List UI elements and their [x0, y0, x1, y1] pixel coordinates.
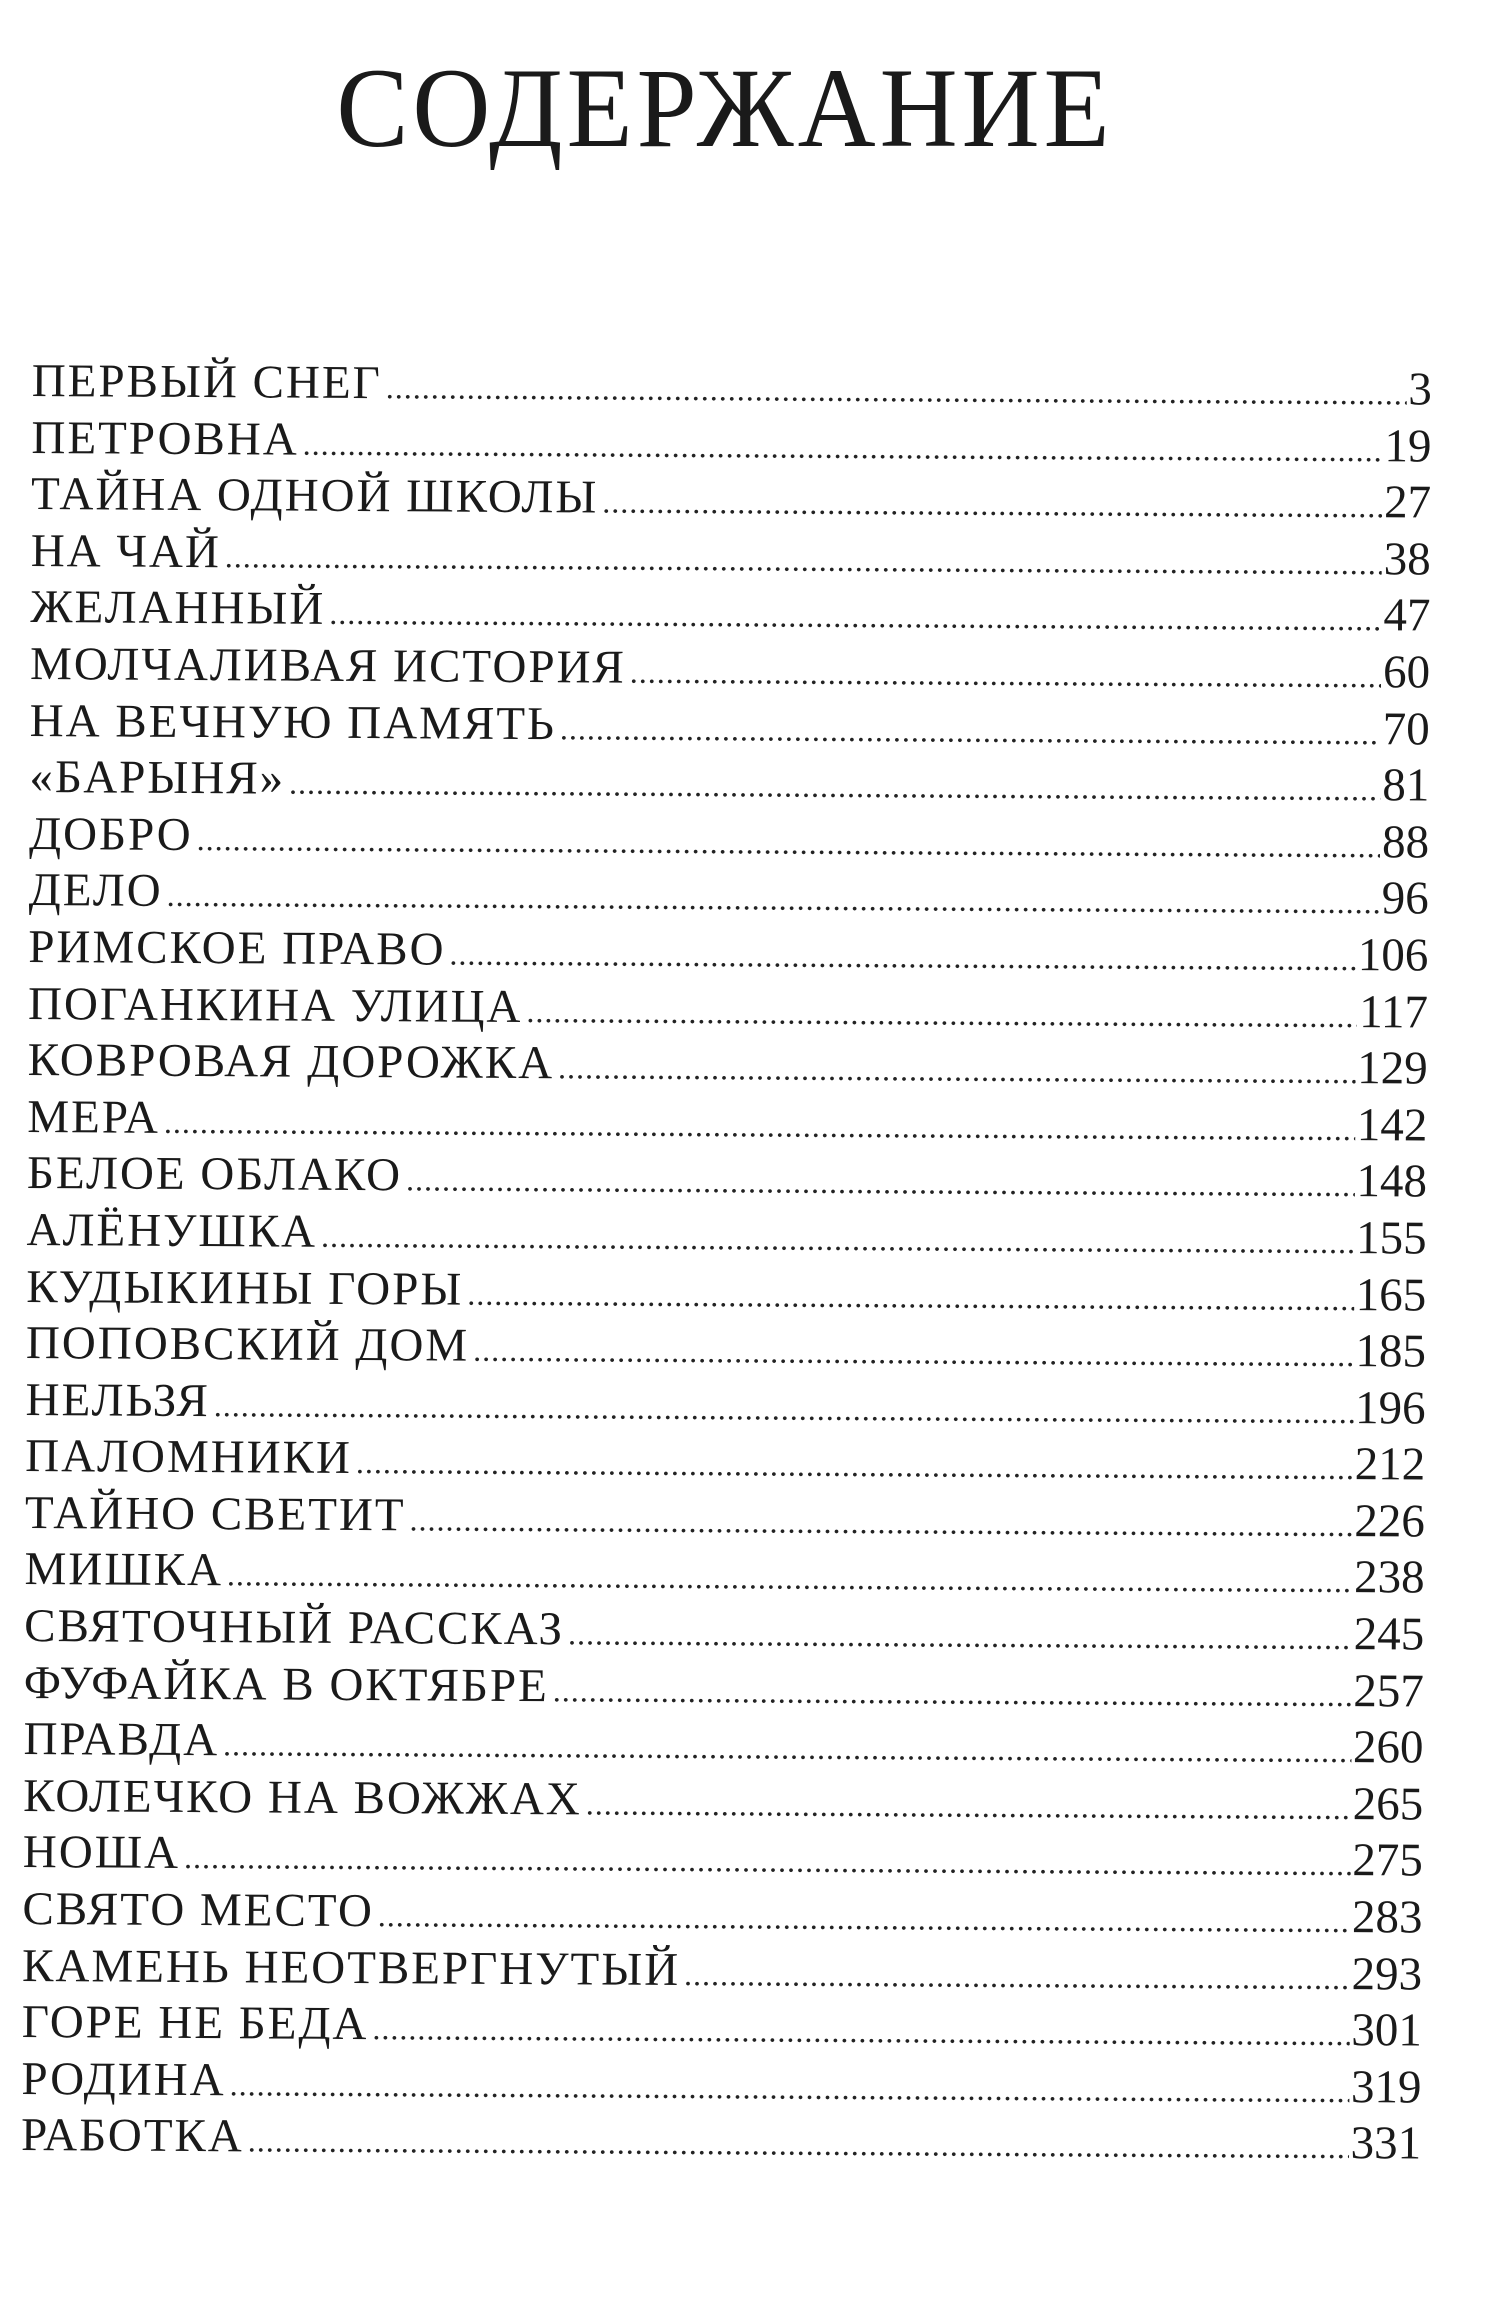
- toc-entry-page-number: 96: [1381, 872, 1429, 925]
- toc-entry: [21, 2108, 1421, 2173]
- dot-leader: [303, 425, 1383, 469]
- toc-entry-page-number: 212: [1354, 1438, 1426, 1491]
- toc-entry: [25, 1486, 1425, 1551]
- toc-entry-page-number: 81: [1382, 759, 1430, 812]
- dot-leader: [553, 1672, 1352, 1714]
- toc-entry-page-number: 165: [1355, 1268, 1427, 1322]
- toc-entry: [26, 1259, 1426, 1324]
- dot-leader: [248, 2123, 1349, 2167]
- dot-leader: [356, 1444, 1353, 1487]
- toc-entry-title: НА ВЕЧНУЮ ПАМЯТЬ: [29, 694, 557, 750]
- toc-entry: [26, 1316, 1426, 1381]
- toc-entry: [29, 807, 1429, 872]
- dot-leader: [230, 2066, 1350, 2110]
- dot-leader: [602, 484, 1382, 526]
- dot-leader: [321, 1218, 1354, 1261]
- toc-entry-page-number: 117: [1359, 985, 1429, 1039]
- toc-entry: [21, 2052, 1421, 2117]
- toc-entry-page-number: 185: [1355, 1325, 1427, 1378]
- toc-entry: [30, 694, 1430, 759]
- toc-entry-page-number: 257: [1353, 1664, 1425, 1718]
- dot-leader: [197, 821, 1381, 865]
- dot-leader: [467, 1275, 1354, 1317]
- dot-leader: [473, 1332, 1353, 1374]
- toc-entry: [29, 863, 1429, 928]
- toc-entry-title: НА ЧАЙ: [30, 524, 222, 578]
- toc-entry-page-number: 226: [1354, 1494, 1426, 1548]
- dot-leader: [289, 765, 1380, 809]
- toc-entry: [31, 524, 1431, 589]
- toc-entry: [27, 1090, 1427, 1155]
- toc-entry: [27, 1146, 1427, 1211]
- toc-entry-page-number: 293: [1351, 1947, 1423, 2001]
- toc-entry: [25, 1429, 1425, 1494]
- toc-entry-page-number: 155: [1355, 1212, 1427, 1265]
- toc-entry: [25, 1373, 1425, 1438]
- toc-entry-page-number: 3: [1408, 363, 1432, 416]
- toc-entry-title: ГОРЕ НЕ БЕДА: [21, 1996, 369, 2051]
- toc-entry-title: КОВРОВАЯ ДОРОЖКА: [27, 1034, 555, 1090]
- toc-entry: [29, 750, 1429, 815]
- dot-leader: [227, 1557, 1352, 1601]
- toc-list: [21, 354, 1432, 2174]
- toc-entry-page-number: 129: [1357, 1042, 1428, 1095]
- dot-leader: [184, 1839, 1350, 1883]
- toc-entry-page-number: 27: [1383, 476, 1432, 529]
- toc-entry-title: КУДЫКИНЫ ГОРЫ: [26, 1260, 464, 1316]
- toc-entry-page-number: 331: [1350, 2117, 1422, 2170]
- toc-entry-title: ТАЙНА ОДНОЙ ШКОЛЫ: [30, 468, 599, 524]
- toc-entry: [23, 1769, 1423, 1834]
- dot-leader: [630, 654, 1381, 696]
- toc-entry-page-number: 60: [1382, 646, 1431, 699]
- toc-entry-title: ПОГАНКИНА УЛИЦА: [27, 977, 523, 1033]
- dot-leader: [164, 1104, 1355, 1148]
- page-title: СОДЕРЖАНИЕ: [336, 46, 1114, 171]
- toc-entry-page-number: 196: [1354, 1381, 1426, 1435]
- toc-entry-page-number: 245: [1353, 1608, 1425, 1661]
- toc-entry: [23, 1825, 1423, 1890]
- toc-entry: [31, 411, 1431, 476]
- toc-entry: [24, 1542, 1424, 1607]
- dot-leader: [560, 710, 1381, 752]
- dot-leader: [586, 1785, 1351, 1827]
- toc-entry: [31, 467, 1431, 532]
- dot-leader: [526, 993, 1357, 1035]
- dot-leader: [406, 1162, 1355, 1205]
- toc-entry-title: ТАЙНО СВЕТИТ: [24, 1486, 406, 1542]
- toc-entry-page-number: 260: [1352, 1721, 1424, 1774]
- dot-leader: [378, 1897, 1350, 1940]
- toc-entry-page-number: 275: [1352, 1834, 1423, 1887]
- dot-leader: [558, 1049, 1355, 1091]
- toc-entry-page-number: 70: [1382, 702, 1430, 756]
- toc-entry-title: СВЯТОЧНЫЙ РАССКАЗ: [24, 1600, 565, 1656]
- toc-entry-page-number: 19: [1384, 419, 1432, 473]
- toc-entry-title: РОДИНА: [21, 2052, 226, 2107]
- toc-entry: [22, 1882, 1422, 1947]
- toc-entry-page-number: 238: [1353, 1551, 1425, 1604]
- toc-entry-page-number: 88: [1381, 816, 1430, 869]
- toc-entry-title: ПЕТРОВНА: [31, 411, 299, 466]
- toc-entry: [28, 920, 1428, 985]
- toc-entry: [30, 637, 1430, 702]
- toc-entry-page-number: 148: [1356, 1155, 1428, 1208]
- toc-entry-page-number: 319: [1350, 2060, 1422, 2114]
- toc-entry: [24, 1656, 1424, 1721]
- toc-entry-title: ЖЕЛАННЫЙ: [30, 581, 326, 636]
- toc-entry-page-number: 265: [1352, 1777, 1424, 1831]
- toc-entry: [22, 1939, 1422, 2004]
- toc-entry: [28, 977, 1428, 1042]
- toc-entry-title: НЕЛЬЗЯ: [25, 1373, 210, 1427]
- toc-entry: [30, 580, 1430, 645]
- toc-entry-title: КАМЕНЬ НЕОТВЕРГНУТЫЙ: [21, 1939, 681, 1996]
- toc-entry-title: ПАЛОМНИКИ: [25, 1430, 353, 1485]
- toc-entry-page-number: 47: [1383, 589, 1431, 642]
- toc-entry-title: ПОПОВСКИЙ ДОМ: [25, 1317, 470, 1372]
- toc-entry-title: РИМСКОЕ ПРАВО: [28, 920, 446, 976]
- toc-entry-title: ПРАВДА: [23, 1713, 220, 1767]
- toc-entry-page-number: 283: [1351, 1891, 1423, 1944]
- toc-entry-title: НОША: [22, 1826, 181, 1880]
- dot-leader: [372, 2010, 1349, 2053]
- toc-entry-title: БЕЛОЕ ОБЛАКО: [26, 1147, 403, 1202]
- dot-leader: [214, 1387, 1353, 1431]
- toc-entry-title: АЛЁНУШКА: [26, 1203, 318, 1258]
- toc-entry-title: КОЛЕЧКО НА ВОЖЖАХ: [23, 1769, 582, 1826]
- toc-entry-page-number: 38: [1383, 533, 1431, 586]
- toc-entry-title: СВЯТО МЕСТО: [22, 1883, 375, 1938]
- toc-entry-page-number: 106: [1357, 929, 1429, 982]
- toc-entry: [23, 1712, 1423, 1777]
- toc-entry-title: ПЕРВЫЙ СНЕГ: [31, 354, 382, 410]
- toc-entry-title: РАБОТКА: [20, 2109, 244, 2163]
- dot-leader: [225, 538, 1382, 582]
- dot-leader: [449, 935, 1356, 978]
- dot-leader: [568, 1615, 1352, 1657]
- dot-leader: [167, 877, 1380, 921]
- toc-entry-title: ДОБРО: [28, 807, 193, 861]
- toc-entry-title: МОЛЧАЛИВАЯ ИСТОРИЯ: [29, 637, 627, 694]
- toc-entry-page-number: 142: [1356, 1098, 1428, 1152]
- toc-entry-page-number: 301: [1351, 2004, 1422, 2057]
- toc-entry: [26, 1203, 1426, 1268]
- dot-leader: [386, 369, 1407, 412]
- toc-entry: [32, 354, 1432, 419]
- toc-entry-title: МИШКА: [24, 1543, 224, 1597]
- toc-entry-title: ДЕЛО: [28, 864, 163, 918]
- toc-entry: [22, 1995, 1422, 2060]
- toc-entry-title: МЕРА: [27, 1090, 161, 1144]
- dot-leader: [684, 1956, 1350, 1997]
- toc-entry: [28, 1033, 1428, 1098]
- dot-leader: [223, 1726, 1351, 1770]
- toc-entry-title: «БАРЫНЯ»: [29, 751, 286, 805]
- toc-entry: [24, 1599, 1424, 1664]
- dot-leader: [329, 595, 1381, 638]
- dot-leader: [409, 1501, 1352, 1544]
- toc-entry-title: ФУФАЙКА В ОКТЯБРЕ: [23, 1656, 549, 1712]
